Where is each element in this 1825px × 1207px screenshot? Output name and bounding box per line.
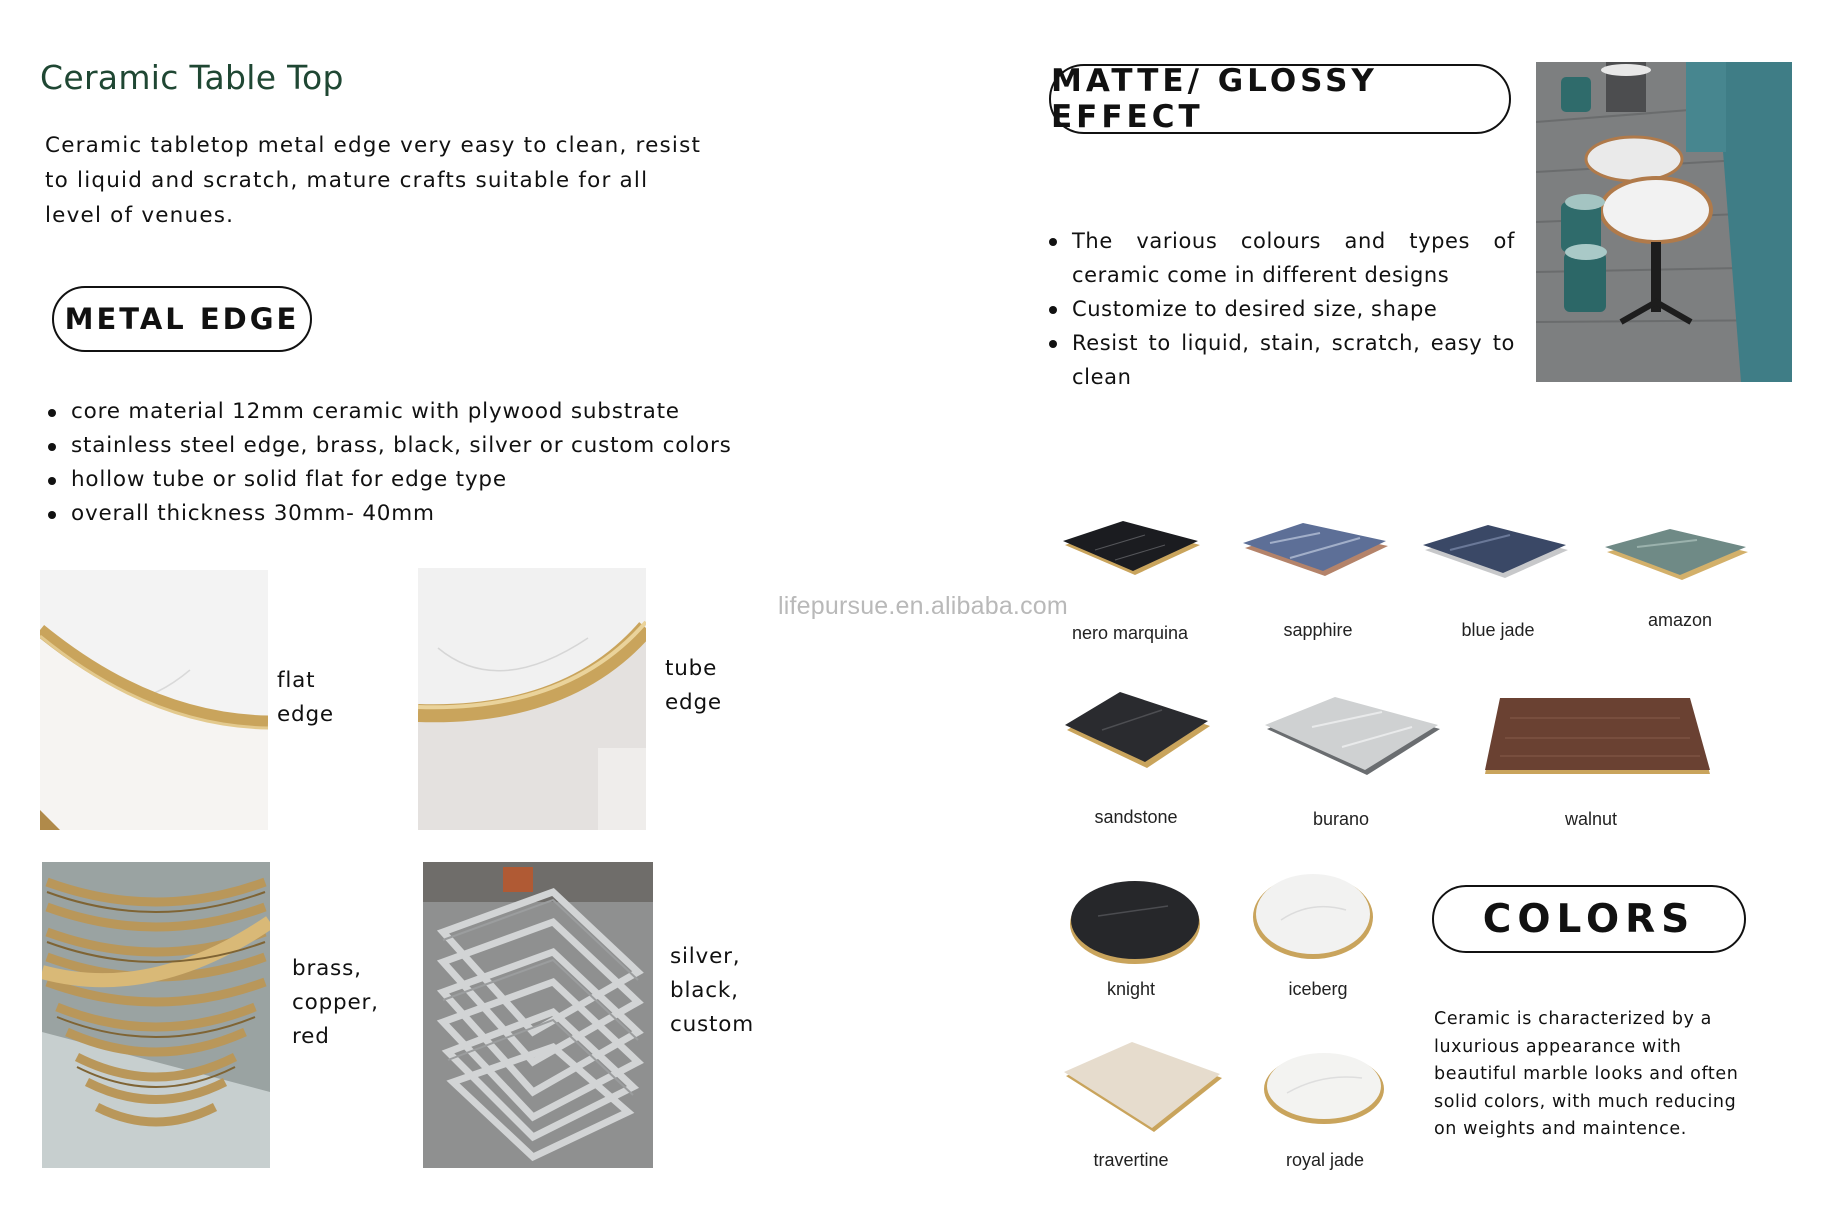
swatch-label-knight: knight [1106, 979, 1156, 999]
swatch-label-nero-marquina: nero marquina [1071, 623, 1189, 643]
bullet-item: overall thickness 30mm- 40mm [46, 497, 732, 531]
matte-bullets [1047, 224, 1515, 394]
metal-edge-bullets [46, 395, 732, 531]
swatch-label-travertine: travertine [1093, 1150, 1169, 1170]
bullet-item: hollow tube or solid flat for edge type [46, 463, 732, 497]
swatch-label-sapphire: sapphire [1283, 620, 1353, 640]
swatch-label-sandstone: sandstone [1094, 807, 1178, 827]
swatch-walnut [1480, 698, 1712, 778]
bullet-item: core material 12mm ceramic with plywood substrate [46, 395, 732, 429]
flat-edge-caption: flat edge [277, 668, 334, 727]
bullet-item: The various colours and types of ceramic come in different designs [1047, 224, 1515, 292]
flat-edge-photo [40, 570, 268, 830]
swatch-label-iceberg: iceberg [1288, 979, 1348, 999]
silver-edges-photo [423, 862, 653, 1168]
swatch-label-burano: burano [1312, 809, 1370, 829]
swatch-amazon [1602, 522, 1752, 602]
brass-edges-photo [42, 862, 270, 1168]
swatch-label-blue-jade: blue jade [1461, 620, 1535, 640]
bullet-item: Resist to liquid, stain, scratch, easy to clean [1047, 326, 1515, 394]
swatch-label-royal-jade: royal jade [1285, 1150, 1365, 1170]
swatch-nero-marquina [1055, 515, 1205, 595]
bullet-item: Customize to desired size, shape [1047, 292, 1515, 326]
page-title: Ceramic Table Top [40, 58, 344, 97]
silver-caption: silver, black, custom [670, 944, 754, 1037]
metal-edge-heading: METAL EDGE [52, 286, 312, 352]
matte-glossy-heading: MATTE/ GLOSSY EFFECT [1049, 64, 1511, 134]
tube-edge-photo [418, 568, 646, 830]
brass-caption: brass, copper, red [292, 956, 379, 1049]
swatch-label-walnut: walnut [1564, 809, 1618, 829]
swatch-royal-jade [1262, 1048, 1386, 1126]
swatch-knight [1068, 876, 1202, 966]
swatch-sapphire [1240, 518, 1390, 598]
tube-edge-caption: tube edge [665, 656, 722, 715]
bullet-item: stainless steel edge, brass, black, silver or custom colors [46, 429, 732, 463]
intro-text: Ceramic tabletop metal edge very easy to clean, resist to liquid and scratch, mature crafts suitable for all level of venues. [45, 133, 702, 228]
cafe-table-photo [1536, 62, 1792, 382]
swatch-travertine [1062, 1042, 1224, 1134]
colors-heading: COLORS [1432, 885, 1746, 953]
watermark: lifepursue.en.alibaba.com [778, 592, 1068, 620]
colors-description: Ceramic is characterized by a luxurious appearance with beautiful marble looks and often solid colors, with much reducing on weights and maintence. [1434, 1009, 1739, 1139]
swatch-sandstone [1062, 690, 1212, 770]
swatch-iceberg [1251, 870, 1375, 960]
swatch-blue-jade [1420, 520, 1570, 600]
swatch-label-amazon: amazon [1647, 610, 1713, 630]
swatch-burano [1262, 697, 1442, 777]
